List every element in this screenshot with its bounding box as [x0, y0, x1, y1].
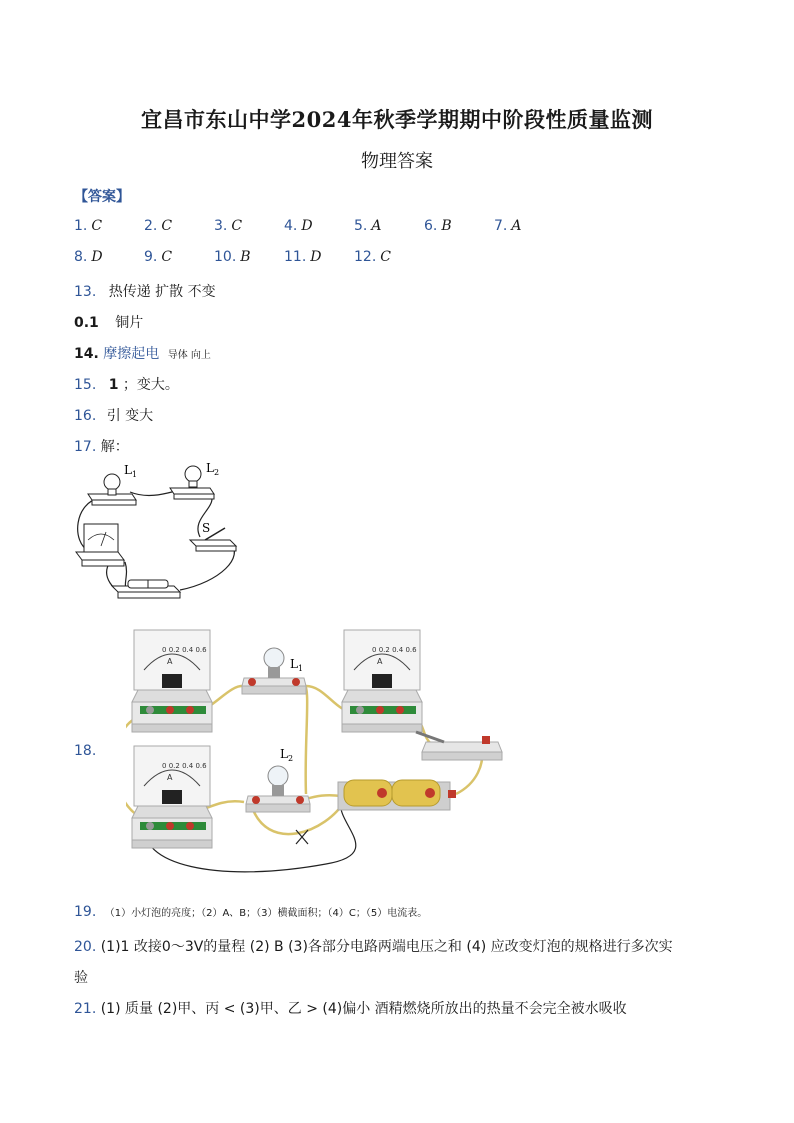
mc-number: 1. — [74, 218, 88, 234]
q13-part2 — [74, 312, 143, 332]
mc-value: C — [161, 249, 173, 265]
mc-value: C — [91, 218, 103, 234]
q21 — [74, 998, 627, 1018]
mc-value: C — [380, 249, 391, 265]
label-L2: $L_2$ — [206, 462, 220, 477]
q15-number: 15. — [74, 377, 97, 393]
meter-scale-3: 0 0.2 0.4 0.6 — [162, 762, 207, 770]
mc-answer — [354, 249, 391, 265]
q14-extra: 导体 向上 — [167, 350, 211, 361]
q17 — [74, 436, 129, 456]
circuit-diagram-18 — [126, 624, 506, 886]
mc-value: D — [301, 218, 313, 234]
mc-number: 8. — [74, 249, 88, 265]
mc-number: 11. — [284, 249, 307, 265]
mc-answer — [494, 218, 521, 234]
q13b-number: 0.1 — [74, 315, 99, 331]
mc-number: 6. — [424, 218, 438, 234]
q13 — [74, 281, 216, 301]
q13-number: 13. — [74, 284, 97, 300]
mc-number: 4. — [284, 218, 298, 234]
mc-number: 5. — [354, 218, 368, 234]
q19-answer: （1）小灯泡的亮度；（2）A、B；（3）横截面积；（4）C；（5）电流表。 — [104, 908, 428, 919]
mc-value: C — [161, 218, 173, 234]
mc-answer — [74, 218, 102, 234]
q16-answer: 引 变大 — [106, 408, 154, 424]
label-L2-fig18: $L_2$ — [280, 747, 294, 763]
q21-answer: (1) 质量 (2)甲、丙 < (3)甲、乙 > (4)偏小 酒精燃烧所放出的热量不会完全被水吸收 — [100, 1001, 627, 1017]
meter-label-2: A — [377, 657, 383, 666]
q14-number: 14. — [74, 346, 99, 362]
mc-answer — [214, 218, 242, 234]
q20-answer-line1: (1)1 改接0～3V的量程 (2) B (3)各部分电路两端电压之和 (4) 应改变灯泡的规格进行多次实 — [100, 939, 673, 955]
mc-number: 10. — [214, 249, 237, 265]
q20 — [74, 936, 673, 956]
q18 — [74, 743, 96, 759]
mc-number: 3. — [214, 218, 228, 234]
mc-value: D — [310, 249, 322, 265]
mc-number: 9. — [144, 249, 158, 265]
page-subtitle: 物理答案 — [361, 151, 433, 172]
mc-number: 2. — [144, 218, 158, 234]
q14 — [74, 343, 211, 363]
label-L1: $L_1$ — [124, 463, 138, 479]
q13-answer: 热传递 扩散 不变 — [108, 284, 216, 300]
mc-answer — [284, 249, 322, 265]
q15-answer: ；变大。 — [122, 377, 179, 393]
circuit-diagram-17 — [70, 462, 250, 604]
mc-answer — [354, 218, 381, 234]
q17-number: 17. — [74, 439, 97, 455]
q20-number: 20. — [74, 939, 97, 955]
mc-answer — [144, 249, 172, 265]
meter-scale-1: 0 0.2 0.4 0.6 — [162, 646, 207, 654]
mc-value: D — [91, 249, 103, 265]
mc-answer — [74, 249, 103, 265]
mc-answer — [284, 218, 313, 234]
q19-number: 19. — [74, 904, 97, 920]
page-title: 宜昌市东山中学2024年秋季学期期中阶段性质量监测 — [141, 107, 653, 132]
meter-label-1: A — [167, 657, 173, 666]
mc-value: A — [371, 218, 382, 234]
mc-answer — [424, 218, 452, 234]
mc-value: A — [511, 218, 522, 234]
mc-value: B — [441, 218, 452, 234]
mc-value: C — [231, 218, 243, 234]
mc-number: 7. — [494, 218, 508, 234]
label-L1-fig18: $L_1$ — [290, 657, 304, 673]
q20-line2: 验 — [74, 970, 88, 986]
q21-number: 21. — [74, 1001, 97, 1017]
q16-number: 16. — [74, 408, 97, 424]
q15-bold: 1 — [108, 377, 119, 393]
mc-answer — [144, 218, 172, 234]
answer-header: 【答案】 — [74, 189, 130, 205]
mc-number: 12. — [354, 249, 377, 265]
q19 — [74, 904, 427, 920]
q18-number: 18. — [74, 743, 97, 759]
q14-answer: 摩擦起电 — [103, 346, 160, 362]
meter-label-3: A — [167, 773, 173, 782]
mc-answer — [214, 249, 251, 265]
q13b-answer: 铜片 — [115, 315, 144, 331]
q16 — [74, 405, 153, 425]
meter-scale-2: 0 0.2 0.4 0.6 — [372, 646, 417, 654]
q17-answer: 解： — [100, 439, 129, 455]
mc-value: B — [240, 249, 251, 265]
label-S: S — [202, 521, 211, 535]
q15 — [74, 374, 179, 394]
